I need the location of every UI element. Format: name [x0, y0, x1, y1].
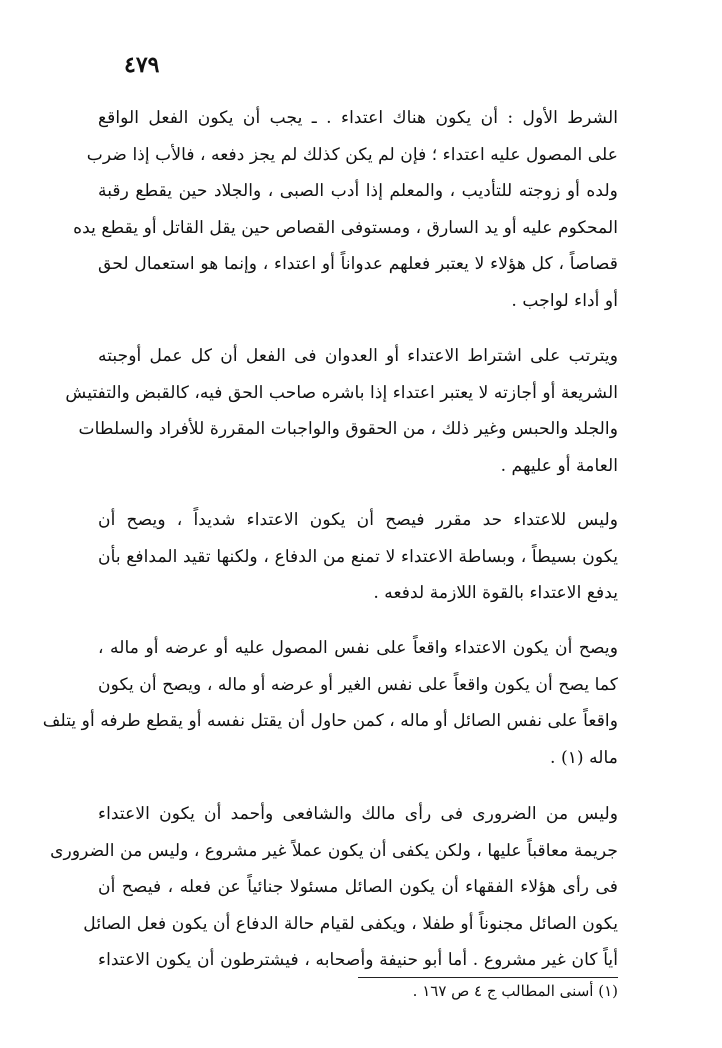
paragraph-line: وليس من الضرورى فى رأى مالك والشافعى وأحمد أن يكون الاعتداء: [98, 804, 618, 824]
paragraph-line: فى رأى هؤلاء الفقهاء أن يكون الصائل مسئولا جنائياً عن فعله ، فيصح أن: [98, 877, 618, 897]
paragraph-line: والجلد والحبس وغير ذلك ، من الحقوق والواجبات المقررة للأفراد والسلطات: [78, 419, 618, 439]
footnote-divider: [358, 977, 618, 978]
paragraph-4: [42, 630, 618, 776]
page-number: ٤٧٩: [124, 52, 160, 78]
paragraph-line: قصاصاً ، كل هؤلاء لا يعتبر فعلهم عدواناً أو اعتداء ، وإنما هو استعمال لحق: [98, 254, 618, 274]
paragraph-line: ويترتب على اشتراط الاعتداء أو العدوان فى الفعل أن كل عمل أوجبته: [98, 346, 618, 366]
paragraph-line: جريمة معاقباً عليها ، ولكن يكفى أن يكون عملاً غير مشروع ، وليس من الضرورى: [50, 840, 618, 861]
paragraph-line: يدفع الاعتداء بالقوة اللازمة لدفعه .: [373, 583, 618, 603]
paragraph-line: وليس للاعتداء حد مقرر فيصح أن يكون الاعتداء شديداً ، ويصح أن: [98, 510, 618, 530]
paragraph-line: واقعاً على نفس الصائل أو ماله ، كمن حاول أن يقتل نفسه أو يقطع طرفه أو يتلف: [42, 711, 618, 731]
paragraph-line: على المصول عليه اعتداء ؛ فإن لم يكن كذلك لم يجز دفعه ، فالأب إذا ضرب: [86, 144, 618, 165]
footnote: (١) أسنى المطالب ج ٤ ص ١٦٧ .: [412, 982, 618, 1000]
paragraph-line: ولده أو زوجته للتأديب ، والمعلم إذا أدب الصبى ، والجلاد حين يقطع رقبة: [98, 181, 618, 201]
paragraph-line: ويصح أن يكون الاعتداء واقعاً على نفس المصول عليه أو عرضه أو ماله ،: [98, 638, 618, 658]
paragraph-line: العامة أو عليهم .: [500, 455, 618, 476]
paragraph-line: كما يصح أن يكون واقعاً على نفس الغير أو عرضه أو ماله ، ويصح أن يكون: [98, 674, 618, 695]
paragraph-line: أياً كان غير مشروع . أما أبو حنيفة وأصحابه ، فيشترطون أن يكون الاعتداء: [98, 950, 618, 970]
paragraph-line: ماله (١) .: [550, 747, 618, 768]
paragraph-line: يكون الصائل مجنوناً أو طفلا ، ويكفى لقيام حالة الدفاع أن يكون فعل الصائل: [83, 913, 618, 934]
paragraph-5: [50, 796, 618, 979]
paragraph-line: أو أداء لواجب .: [511, 290, 618, 311]
paragraph-line: الشريعة أو أجازته لا يعتبر اعتداء إذا باشره صاحب الحق فيه، كالقبض والتفتيش: [65, 382, 618, 403]
paragraph-2: [65, 338, 618, 484]
paragraph-3: [98, 502, 618, 612]
paragraph-line: المحكوم عليه أو يد السارق ، ومستوفى القصاص حين يقل القاتل أو يقطع يده: [73, 217, 618, 238]
paragraph-line: الشرط الأول : أن يكون هناك اعتداء . ـ يجب أن يكون الفعل الواقع: [98, 108, 618, 128]
paragraph-line: يكون بسيطاً ، وبساطة الاعتداء لا تمنع من الدفاع ، ولكنها تقيد المدافع بأن: [98, 546, 618, 567]
paragraph-1: [73, 100, 618, 319]
